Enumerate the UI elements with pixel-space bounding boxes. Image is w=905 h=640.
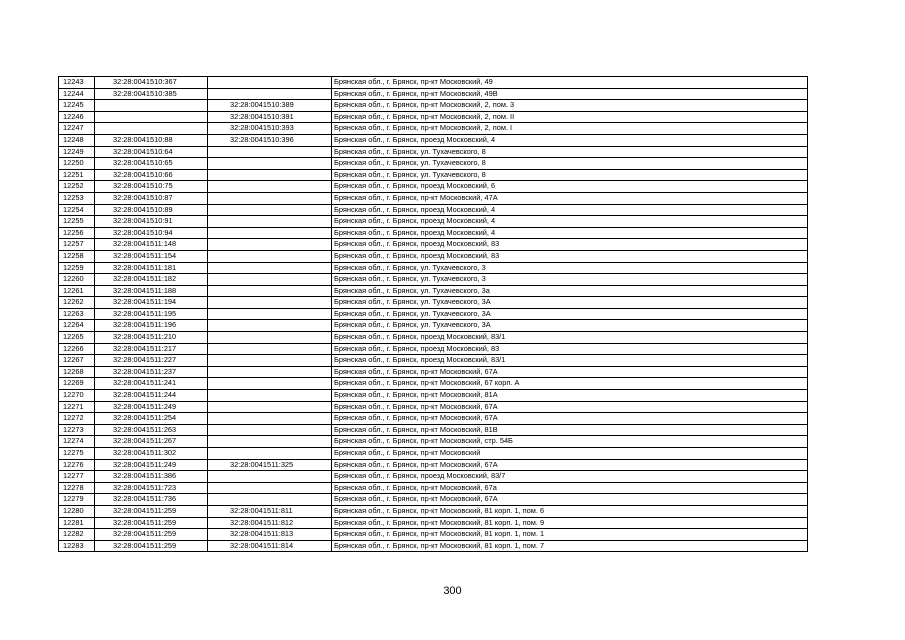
related-cadastral-number-cell <box>208 169 332 181</box>
cadastral-number-cell: 32:28:0041511:302 <box>95 448 208 460</box>
related-cadastral-number-cell <box>208 274 332 286</box>
row-number-cell: 12262 <box>59 297 95 309</box>
address-cell: Брянская обл., г. Брянск, проезд Московский, 4 <box>332 204 808 216</box>
address-cell: Брянская обл., г. Брянск, проезд Московский, 83 <box>332 239 808 251</box>
cadastral-number-cell: 32:28:0041511:259 <box>95 517 208 529</box>
table-row <box>59 297 808 309</box>
related-cadastral-number-cell <box>208 332 332 344</box>
address-cell: Брянская обл., г. Брянск, ул. Тухачевского, 3 <box>332 262 808 274</box>
table-row <box>59 123 808 135</box>
cadastral-number-cell: 32:28:0041510:91 <box>95 216 208 228</box>
row-number-cell: 12266 <box>59 343 95 355</box>
row-number-cell: 12256 <box>59 227 95 239</box>
address-cell: Брянская обл., г. Брянск, пр-кт Московский, 2, пом. II <box>332 111 808 123</box>
address-cell: Брянская обл., г. Брянск, пр-кт Московский, 67А <box>332 413 808 425</box>
related-cadastral-number-cell: 32:28:0041510:396 <box>208 134 332 146</box>
related-cadastral-number-cell: 32:28:0041510:389 <box>208 100 332 112</box>
table-row <box>59 482 808 494</box>
row-number-cell: 12247 <box>59 123 95 135</box>
address-cell: Брянская обл., г. Брянск, ул. Тухачевского, 3А <box>332 320 808 332</box>
cadastral-number-cell <box>95 100 208 112</box>
row-number-cell: 12260 <box>59 274 95 286</box>
table-row <box>59 343 808 355</box>
row-number-cell: 12254 <box>59 204 95 216</box>
row-number-cell: 12279 <box>59 494 95 506</box>
cadastral-number-cell: 32:28:0041511:259 <box>95 529 208 541</box>
cadastral-number-cell: 32:28:0041511:181 <box>95 262 208 274</box>
cadastral-number-cell: 32:28:0041511:237 <box>95 366 208 378</box>
table-row <box>59 424 808 436</box>
address-cell: Брянская обл., г. Брянск, пр-кт Московский, 81 корп. 1, пом. 9 <box>332 517 808 529</box>
related-cadastral-number-cell <box>208 297 332 309</box>
address-cell: Брянская обл., г. Брянск, ул. Тухачевского, 8 <box>332 158 808 170</box>
related-cadastral-number-cell: 32:28:0041511:813 <box>208 529 332 541</box>
related-cadastral-number-cell: 32:28:0041511:811 <box>208 505 332 517</box>
cadastral-number-cell: 32:28:0041511:188 <box>95 285 208 297</box>
address-cell: Брянская обл., г. Брянск, проезд Московский, 4 <box>332 134 808 146</box>
address-cell: Брянская обл., г. Брянск, пр-кт Московский, 67А <box>332 494 808 506</box>
table-row <box>59 216 808 228</box>
table-row <box>59 505 808 517</box>
row-number-cell: 12277 <box>59 471 95 483</box>
table-row <box>59 204 808 216</box>
address-cell: Брянская обл., г. Брянск, пр-кт Московский, стр. 54Б <box>332 436 808 448</box>
address-cell: Брянская обл., г. Брянск, пр-кт Московский, 81 корп. 1, пом. 6 <box>332 505 808 517</box>
related-cadastral-number-cell <box>208 494 332 506</box>
related-cadastral-number-cell <box>208 482 332 494</box>
table-row <box>59 355 808 367</box>
cadastral-number-cell: 32:28:0041511:263 <box>95 424 208 436</box>
table-row <box>59 494 808 506</box>
related-cadastral-number-cell <box>208 436 332 448</box>
address-cell: Брянская обл., г. Брянск, ул. Тухачевского, 3а <box>332 285 808 297</box>
cadastral-number-cell: 32:28:0041510:385 <box>95 88 208 100</box>
related-cadastral-number-cell: 32:28:0041511:812 <box>208 517 332 529</box>
address-cell: Брянская обл., г. Брянск, пр-кт Московский, 2, пом. I <box>332 123 808 135</box>
table-row <box>59 88 808 100</box>
cadastral-number-cell: 32:28:0041511:254 <box>95 413 208 425</box>
address-cell: Брянская обл., г. Брянск, пр-кт Московский, 81 корп. 1, пом. 1 <box>332 529 808 541</box>
address-cell: Брянская обл., г. Брянск, пр-кт Московский, 49 <box>332 77 808 89</box>
cadastral-table <box>58 76 808 552</box>
row-number-cell: 12269 <box>59 378 95 390</box>
row-number-cell: 12270 <box>59 390 95 402</box>
table-row <box>59 111 808 123</box>
table-row <box>59 134 808 146</box>
row-number-cell: 12282 <box>59 529 95 541</box>
related-cadastral-number-cell <box>208 146 332 158</box>
related-cadastral-number-cell <box>208 262 332 274</box>
row-number-cell: 12268 <box>59 366 95 378</box>
address-cell: Брянская обл., г. Брянск, пр-кт Московский, 47А <box>332 192 808 204</box>
cadastral-number-cell: 32:28:0041510:65 <box>95 158 208 170</box>
related-cadastral-number-cell <box>208 88 332 100</box>
related-cadastral-number-cell: 32:28:0041510:391 <box>208 111 332 123</box>
row-number-cell: 12276 <box>59 459 95 471</box>
row-number-cell: 12244 <box>59 88 95 100</box>
address-cell: Брянская обл., г. Брянск, проезд Московский, 83/7 <box>332 471 808 483</box>
table-row <box>59 540 808 552</box>
address-cell: Брянская обл., г. Брянск, ул. Тухачевского, 8 <box>332 146 808 158</box>
address-cell: Брянская обл., г. Брянск, проезд Московский, 4 <box>332 227 808 239</box>
address-cell: Брянская обл., г. Брянск, пр-кт Московский, 81В <box>332 424 808 436</box>
related-cadastral-number-cell <box>208 239 332 251</box>
cadastral-number-cell: 32:28:0041511:241 <box>95 378 208 390</box>
cadastral-number-cell: 32:28:0041510:367 <box>95 77 208 89</box>
cadastral-number-cell: 32:28:0041511:195 <box>95 308 208 320</box>
related-cadastral-number-cell <box>208 158 332 170</box>
related-cadastral-number-cell <box>208 227 332 239</box>
page-number: 300 <box>443 585 462 597</box>
related-cadastral-number-cell <box>208 448 332 460</box>
address-cell: Брянская обл., г. Брянск, пр-кт Московский, 67А <box>332 401 808 413</box>
address-cell: Брянская обл., г. Брянск, пр-кт Московский <box>332 448 808 460</box>
row-number-cell: 12278 <box>59 482 95 494</box>
table-row <box>59 77 808 89</box>
address-cell: Брянская обл., г. Брянск, пр-кт Московский, 67 корп. А <box>332 378 808 390</box>
row-number-cell: 12246 <box>59 111 95 123</box>
table-row <box>59 320 808 332</box>
address-cell: Брянская обл., г. Брянск, пр-кт Московский, 81 корп. 1, пом. 7 <box>332 540 808 552</box>
cadastral-number-cell: 32:28:0041511:217 <box>95 343 208 355</box>
related-cadastral-number-cell <box>208 320 332 332</box>
related-cadastral-number-cell: 32:28:0041511:814 <box>208 540 332 552</box>
table-row <box>59 239 808 251</box>
table-row <box>59 169 808 181</box>
row-number-cell: 12252 <box>59 181 95 193</box>
table-row <box>59 308 808 320</box>
related-cadastral-number-cell <box>208 343 332 355</box>
address-cell: Брянская обл., г. Брянск, пр-кт Московский, 67А <box>332 459 808 471</box>
related-cadastral-number-cell <box>208 424 332 436</box>
cadastral-number-cell: 32:28:0041511:194 <box>95 297 208 309</box>
cadastral-number-cell: 32:28:0041511:210 <box>95 332 208 344</box>
row-number-cell: 12280 <box>59 505 95 517</box>
table-row <box>59 366 808 378</box>
cadastral-number-cell: 32:28:0041510:88 <box>95 134 208 146</box>
address-cell: Брянская обл., г. Брянск, проезд Московский, 6 <box>332 181 808 193</box>
related-cadastral-number-cell <box>208 401 332 413</box>
cadastral-number-cell: 32:28:0041511:736 <box>95 494 208 506</box>
address-cell: Брянская обл., г. Брянск, пр-кт Московский, 67А <box>332 366 808 378</box>
cadastral-number-cell: 32:28:0041511:723 <box>95 482 208 494</box>
cadastral-number-cell: 32:28:0041511:244 <box>95 390 208 402</box>
address-cell: Брянская обл., г. Брянск, проезд Московский, 83/1 <box>332 355 808 367</box>
related-cadastral-number-cell: 32:28:0041510:393 <box>208 123 332 135</box>
address-cell: Брянская обл., г. Брянск, ул. Тухачевского, 8 <box>332 169 808 181</box>
cadastral-number-cell: 32:28:0041511:249 <box>95 459 208 471</box>
address-cell: Брянская обл., г. Брянск, пр-кт Московский, 81А <box>332 390 808 402</box>
table-row <box>59 529 808 541</box>
row-number-cell: 12283 <box>59 540 95 552</box>
row-number-cell: 12253 <box>59 192 95 204</box>
address-cell: Брянская обл., г. Брянск, ул. Тухачевского, 3 <box>332 274 808 286</box>
table-row <box>59 471 808 483</box>
related-cadastral-number-cell <box>208 285 332 297</box>
table-row <box>59 262 808 274</box>
table-row <box>59 158 808 170</box>
cadastral-number-cell: 32:28:0041511:196 <box>95 320 208 332</box>
address-cell: Брянская обл., г. Брянск, ул. Тухачевского, 3А <box>332 308 808 320</box>
related-cadastral-number-cell <box>208 192 332 204</box>
address-cell: Брянская обл., г. Брянск, пр-кт Московский, 49В <box>332 88 808 100</box>
cadastral-number-cell: 32:28:0041511:148 <box>95 239 208 251</box>
row-number-cell: 12257 <box>59 239 95 251</box>
cadastral-number-cell: 32:28:0041511:386 <box>95 471 208 483</box>
row-number-cell: 12265 <box>59 332 95 344</box>
table-row <box>59 227 808 239</box>
address-cell: Брянская обл., г. Брянск, пр-кт Московский, 2, пом. 3 <box>332 100 808 112</box>
table-row <box>59 390 808 402</box>
cadastral-number-cell: 32:28:0041511:267 <box>95 436 208 448</box>
related-cadastral-number-cell <box>208 181 332 193</box>
cadastral-number-cell: 32:28:0041511:259 <box>95 540 208 552</box>
related-cadastral-number-cell <box>208 250 332 262</box>
row-number-cell: 12272 <box>59 413 95 425</box>
related-cadastral-number-cell <box>208 378 332 390</box>
table-row <box>59 250 808 262</box>
row-number-cell: 12274 <box>59 436 95 448</box>
table-row <box>59 436 808 448</box>
row-number-cell: 12264 <box>59 320 95 332</box>
row-number-cell: 12267 <box>59 355 95 367</box>
row-number-cell: 12259 <box>59 262 95 274</box>
table-row <box>59 378 808 390</box>
cadastral-number-cell: 32:28:0041510:64 <box>95 146 208 158</box>
cadastral-number-cell: 32:28:0041511:259 <box>95 505 208 517</box>
related-cadastral-number-cell <box>208 413 332 425</box>
related-cadastral-number-cell <box>208 204 332 216</box>
cadastral-number-cell: 32:28:0041510:87 <box>95 192 208 204</box>
row-number-cell: 12261 <box>59 285 95 297</box>
table-row <box>59 448 808 460</box>
table-row <box>59 100 808 112</box>
cadastral-number-cell: 32:28:0041511:154 <box>95 250 208 262</box>
related-cadastral-number-cell <box>208 366 332 378</box>
related-cadastral-number-cell <box>208 77 332 89</box>
table-row <box>59 459 808 471</box>
related-cadastral-number-cell <box>208 308 332 320</box>
table-row <box>59 274 808 286</box>
table-row <box>59 285 808 297</box>
cadastral-number-cell: 32:28:0041510:89 <box>95 204 208 216</box>
related-cadastral-number-cell <box>208 355 332 367</box>
table-body <box>59 77 808 552</box>
address-cell: Брянская обл., г. Брянск, проезд Московский, 4 <box>332 216 808 228</box>
row-number-cell: 12251 <box>59 169 95 181</box>
row-number-cell: 12250 <box>59 158 95 170</box>
row-number-cell: 12255 <box>59 216 95 228</box>
cadastral-number-cell: 32:28:0041510:66 <box>95 169 208 181</box>
row-number-cell: 12249 <box>59 146 95 158</box>
table-row <box>59 146 808 158</box>
cadastral-number-cell: 32:28:0041511:227 <box>95 355 208 367</box>
related-cadastral-number-cell: 32:28:0041511:325 <box>208 459 332 471</box>
row-number-cell: 12258 <box>59 250 95 262</box>
cadastral-number-cell <box>95 123 208 135</box>
cadastral-number-cell: 32:28:0041510:75 <box>95 181 208 193</box>
table-row <box>59 401 808 413</box>
related-cadastral-number-cell <box>208 216 332 228</box>
address-cell: Брянская обл., г. Брянск, проезд Московский, 83 <box>332 250 808 262</box>
cadastral-number-cell: 32:28:0041510:94 <box>95 227 208 239</box>
row-number-cell: 12248 <box>59 134 95 146</box>
address-cell: Брянская обл., г. Брянск, пр-кт Московский, 67а <box>332 482 808 494</box>
row-number-cell: 12273 <box>59 424 95 436</box>
cadastral-number-cell: 32:28:0041511:249 <box>95 401 208 413</box>
related-cadastral-number-cell <box>208 390 332 402</box>
cadastral-number-cell: 32:28:0041511:182 <box>95 274 208 286</box>
table-row <box>59 332 808 344</box>
row-number-cell: 12271 <box>59 401 95 413</box>
row-number-cell: 12245 <box>59 100 95 112</box>
row-number-cell: 12263 <box>59 308 95 320</box>
cadastral-number-cell <box>95 111 208 123</box>
address-cell: Брянская обл., г. Брянск, проезд Московский, 83 <box>332 343 808 355</box>
related-cadastral-number-cell <box>208 471 332 483</box>
table-row <box>59 181 808 193</box>
address-cell: Брянская обл., г. Брянск, ул. Тухачевского, 3А <box>332 297 808 309</box>
table-row <box>59 192 808 204</box>
row-number-cell: 12243 <box>59 77 95 89</box>
row-number-cell: 12275 <box>59 448 95 460</box>
row-number-cell: 12281 <box>59 517 95 529</box>
table-row <box>59 413 808 425</box>
address-cell: Брянская обл., г. Брянск, проезд Московский, 83/1 <box>332 332 808 344</box>
table-row <box>59 517 808 529</box>
